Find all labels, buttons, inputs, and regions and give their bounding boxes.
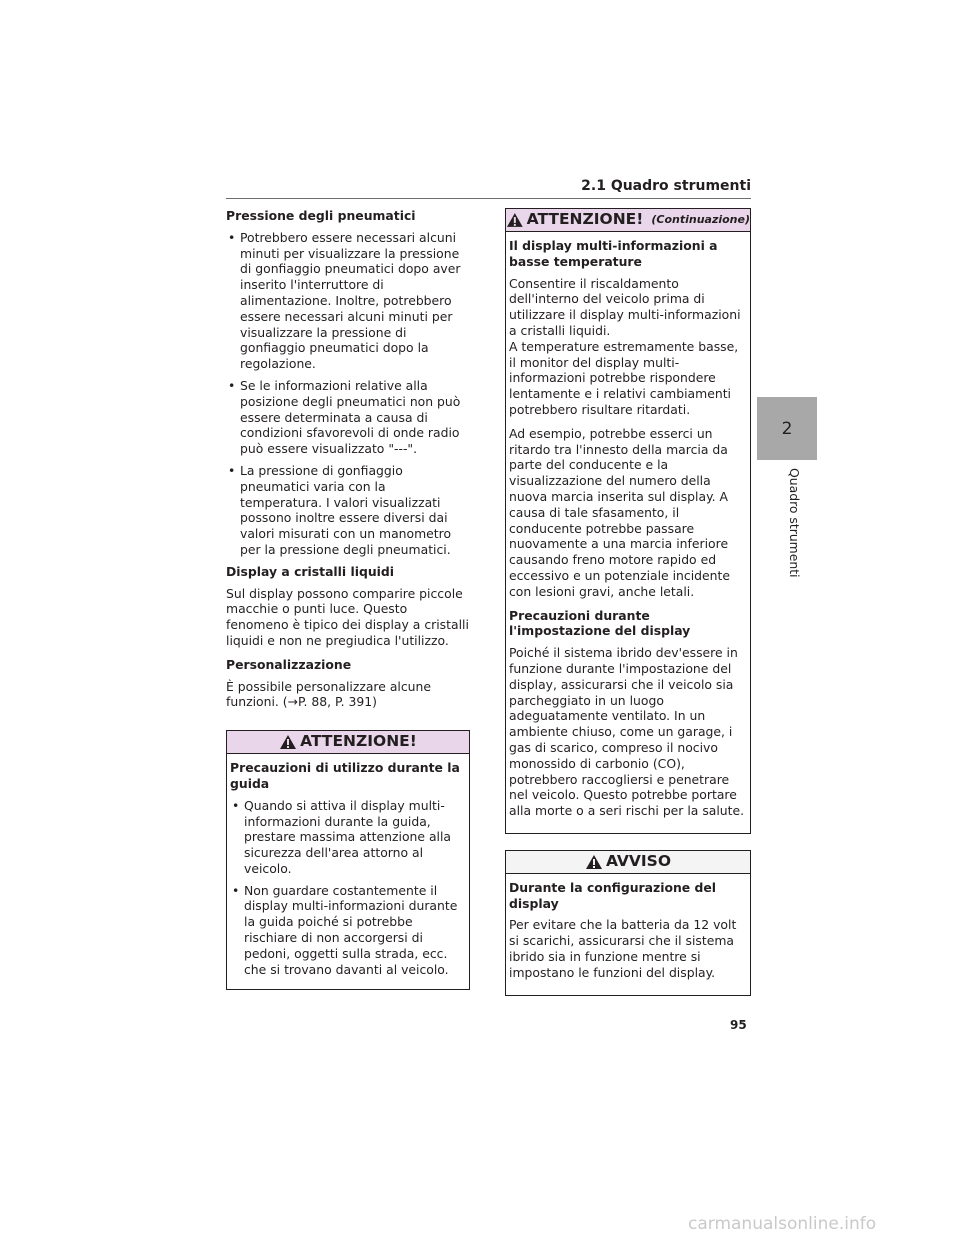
warning-box-right: [505, 208, 751, 834]
custom-text: È possibile personalizzare alcune funzioni. (→P. 88, P. 391): [226, 678, 431, 710]
warning-heading: Precauzioni di utilizzo durante la guida: [230, 760, 460, 791]
notice-text: Per evitare che la batteria da 12 volt si scarichi, assicurarsi che il sistema ibrido sia in funzione mentre si impostano le funzioni del display.: [509, 917, 737, 980]
chapter-label: Quadro strumenti: [787, 468, 802, 578]
notice-box-title: [506, 851, 750, 874]
low-temp-text-2: A temperature estremamente basse, il monitor del display multi-informazioni potrebbe rispondere lentamente e i relativi cambiamenti potrebbero risultare ritardati.: [509, 338, 739, 417]
warning-box-left: [226, 730, 470, 990]
list-item: • Quando si attiva il display multi-informazioni durante la guida, prestare massima attenzione alla sicurezza dell'area attorno al veicolo.: [230, 798, 466, 877]
list-item: • Non guardare costantemente il display multi-informazioni durante la guida poiché si potrebbe rischiare di non accorgersi di pedoni, oggetti sulla strada, ecc. che si trovano davanti al veicolo.: [230, 883, 466, 978]
notice-triangle-icon: [585, 854, 603, 870]
setting-text: Poiché il sistema ibrido dev'essere in funzione durante l'impostazione del display, assicurarsi che il veicolo sia parcheggiato in un luogo adeguatamente ventilato. In un ambiente chiuso, come un garage, i gas di scarico, compreso il nocivo monossido di carbonio (CO), potrebbero raccogliersi e penetrare nel veicolo. Questo potrebbe portare alla morte o a seri rischi per la salute.: [509, 645, 745, 819]
setting-heading: Precauzioni durante l'impostazione del display: [509, 607, 691, 639]
notice-box: [505, 850, 751, 996]
chapter-tab: 2: [757, 397, 817, 460]
continued-label: (Continuazione): [651, 213, 750, 227]
list-item: • Potrebbero essere necessari alcuni minuti per visualizzare la pressione di gonfiaggio pneumatici dopo aver inserito l'interruttore di alimentazione. Inoltre, potrebbero essere necessari alcuni minuti per visualizzare la pressione di gonfiaggio pneumatici dopo la regolazione.: [226, 230, 470, 372]
warning-triangle-icon: [279, 734, 297, 750]
warning-triangle-icon: [506, 212, 524, 228]
low-temp-text-1: Consentire il riscaldamento dell'interno del veicolo prima di utilizzare il display multi-informazioni a cristalli liquidi.: [509, 275, 741, 338]
low-temp-heading: Il display multi-informazioni a basse temperature: [509, 238, 718, 269]
section-header: 2.1 Quadro strumenti: [226, 178, 751, 199]
pressure-list: [226, 230, 470, 558]
list-item: • La pressione di gonfiaggio pneumatici varia con la temperatura. I valori visualizzati possono inoltre essere diversi dai valori misurati con un manometro per la pressione degli pneumatici.: [226, 463, 470, 558]
warning-box-title: [506, 209, 750, 232]
notice-title-text: AVVISO: [605, 851, 672, 870]
custom-heading: Personalizzazione: [226, 656, 352, 672]
warning-box-title: [227, 731, 469, 754]
low-temp-text-3: Ad esempio, potrebbe esserci un ritardo tra l'innesto della marcia da parte del conducente e la visualizzazione del numero della nuova marcia inserita sul display. A causa di tale sfasamento, il conducente potrebbe passare nuovamente a una marcia inferiore causando freno motore rapido ed eccessivo e un potenziale incidente con lesioni gravi, anche letali.: [509, 425, 730, 599]
watermark: carmanualsonline.info: [688, 1214, 877, 1234]
page-number: 95: [730, 1018, 747, 1032]
list-item: • Se le informazioni relative alla posizione degli pneumatici non può essere determinata a causa di condizioni sfavorevoli di onde radio può essere visualizzato "---".: [226, 378, 470, 457]
lcd-text: Sul display possono comparire piccole macchie o punti luce. Questo fenomeno è tipico dei display a cristalli liquidi e non ne pregiudica l'utilizzo.: [226, 585, 469, 648]
pressure-heading: Pressione degli pneumatici: [226, 208, 416, 223]
right-column: [505, 208, 751, 996]
warning-title-text: ATTENZIONE!: [526, 210, 644, 229]
left-column: [226, 208, 470, 990]
notice-heading: Durante la configurazione del display: [509, 879, 717, 911]
lcd-heading: Display a cristalli liquidi: [226, 563, 395, 579]
warning-list: [230, 798, 466, 978]
warning-title-text: ATTENZIONE!: [300, 732, 417, 751]
